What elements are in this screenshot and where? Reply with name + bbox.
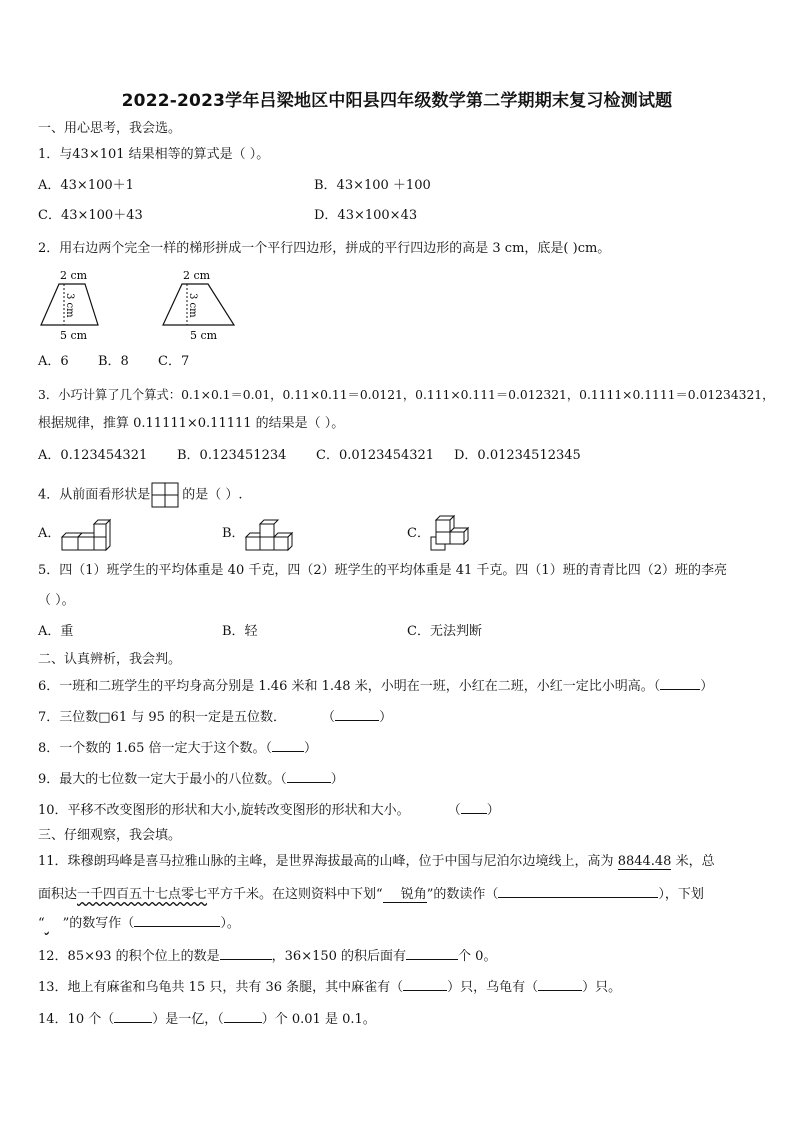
q8-answer-blank[interactable] [272,738,304,752]
q12-blank-2[interactable] [406,946,458,960]
q13-pre: 13．地上有麻雀和乌龟共 15 只，共有 36 条腿，其中麻雀有（ [38,980,404,995]
q6-line [38,676,713,696]
section-3-heading: 三、仔细观察，我会填。 [38,828,182,843]
q11-l3-pre: “ [38,916,45,931]
exam-title: 2022-2023学年吕梁地区中阳县四年级数学第二学期期末复习检测试题 [121,91,673,111]
q11-l2-end: ），下划 [658,887,704,902]
q1-option-b[interactable]: B．43×100 ＋100 [314,178,431,193]
q7-answer-blank[interactable] [335,707,379,721]
q4-option-a-label[interactable]: A． [38,526,61,541]
q1-option-d[interactable]: D．43×100×43 [314,208,418,223]
q4-option-c-label[interactable]: C． [407,526,430,541]
q4-option-a-cubes-icon[interactable] [60,515,112,553]
q6-text: 6．一班和二班学生的平均身高分别是 1.46 米和 1.48 米，小明在一班，小红在二班，小红一定比小明高。（ [38,679,661,694]
section-2-heading: 二、认真辨析，我会判。 [38,652,182,667]
q11-l2-quoted: 锐角 [383,887,427,903]
q3-option-d[interactable]: D．0.01234512345 [454,448,581,463]
q10-line [38,800,500,820]
fig1-bottom-label: 5 cm [60,329,88,342]
q14-post: ）个 0.01 是 0.1。 [261,1012,376,1027]
q9-line [38,769,344,789]
q11-line3 [38,913,240,933]
q13-blank-1[interactable] [403,977,447,991]
q6-close: ） [700,679,714,694]
q7-open: （ [322,710,336,725]
q5-option-a[interactable]: A．重 [38,624,74,639]
front-view-shape-icon [151,482,181,508]
q11-area-number: 一千四百五十七点零七 [77,887,208,902]
q1-stem: 1．与43×101 结果相等的算式是（ ）。 [38,147,270,162]
q11-l2-pre: 面积达 [38,887,78,902]
q1-option-c[interactable]: C．43×100＋43 [38,208,143,223]
q8-close: ） [303,741,317,756]
q11-l3-mid: ”的数写作（ [62,916,135,931]
fig2-top-label: 2 cm [183,269,211,282]
q5-option-b[interactable]: B．轻 [222,624,258,639]
q4-stem [38,482,243,508]
q3-stem-line1: 3．小巧计算了几个算式：0.1×0.1＝0.01，0.11×0.11＝0.0121，0.111×0.111＝0.012321，0.1111×0.1111＝0.01234321， [38,388,775,402]
q14-blank-1[interactable] [114,1009,152,1023]
q5-stem-line1: 5．四（1）班学生的平均体重是 40 千克，四（2）班学生的平均体重是 41 千克。四（1）班的青青比四（2）班的李亮 [38,563,727,578]
q11-line2 [38,884,704,904]
q7-text: 7．三位数□61 与 95 的积一定是五位数． [38,710,287,725]
q12-post: 个 0。 [458,949,497,964]
fig1-height-label: 3 cm [64,293,75,318]
q2-option-c[interactable]: C．7 [158,354,190,369]
q14-mid: ）是一亿，（ [152,1012,224,1027]
q4-stem-pre: 4．从前面看形状是 [38,487,151,503]
q13-mid: ）只，乌龟有（ [447,980,539,995]
q3-option-c[interactable]: C．0.0123454321 [316,448,435,463]
q11-l1-pre: 11．珠穆朗玛峰是喜马拉雅山脉的主峰，是世界海拔最高的山峰，位于中国与尼泊尔边境线上，高为 [38,854,618,869]
q7-line [38,707,392,727]
q9-answer-blank[interactable] [287,769,331,783]
q10-close: ） [486,803,500,818]
q7-close: ） [379,710,393,725]
q13-line [38,977,621,997]
q11-l2-post: ”的数读作（ [426,887,499,902]
q5-stem-line2: （ ）。 [38,593,75,608]
q14-blank-2[interactable] [224,1009,262,1023]
q11-line1 [38,853,715,871]
q12-blank-1[interactable] [220,946,272,960]
q8-text: 8．一个数的 1.65 倍一定大于这个数。（ [38,741,272,756]
q10-answer-blank[interactable] [461,800,487,814]
q12-line [38,946,496,966]
q10-text: 10．平移不改变图形的形状和大小,旋转改变图形的形状和大小。 [38,803,410,818]
q4-option-b-label[interactable]: B． [222,526,245,541]
q4-option-c-cubes-icon[interactable] [428,511,474,553]
q11-l3-end: ）。 [220,916,240,931]
q8-line [38,738,317,758]
q11-height-number: 8844.48 [617,854,672,869]
fig2-bottom-label: 5 cm [190,329,218,342]
q11-write-blank[interactable] [134,913,220,927]
q2-option-a[interactable]: A．6 [38,354,69,369]
fig1-top-label: 2 cm [60,269,88,282]
q1-option-a[interactable]: A．43×100＋1 [38,178,134,193]
q4-stem-post: 的是（ ）. [182,487,243,503]
q11-l1-post: 米，总 [671,854,715,869]
trapezoid-figure-2 [156,264,246,342]
q3-option-b[interactable]: B．0.123451234 [177,448,287,463]
q11-l2-mid: 平方千米。在这则资料中下划“ [207,887,383,902]
q13-post: ）只。 [582,980,622,995]
q5-option-c[interactable]: C．无法判断 [407,624,482,639]
q14-line [38,1009,376,1029]
fig2-height-label: 3 cm [187,293,198,318]
section-1-heading: 一、用心思考，我会选。 [38,121,182,136]
q3-option-a[interactable]: A．0.123454321 [38,448,148,463]
trapezoid-figure-1 [34,264,124,342]
q9-close: ） [330,772,344,787]
q11-read-blank[interactable] [498,884,658,898]
q9-text: 9．最大的七位数一定大于最小的八位数。（ [38,772,287,787]
q12-mid: ，36×150 的积后面有 [271,949,407,964]
q2-option-b[interactable]: B．8 [98,354,129,369]
q14-pre: 14．10 个（ [38,1012,115,1027]
q4-option-b-cubes-icon[interactable] [244,515,296,553]
q6-answer-blank[interactable] [660,676,700,690]
q10-open: （ [447,803,461,818]
q12-pre: 12．85×93 的积个位上的数是 [38,949,220,964]
q13-blank-2[interactable] [538,977,582,991]
q3-stem-line2: 根据规律，推算 0.11111×0.11111 的结果是（ ）。 [38,416,345,431]
q2-stem: 2．用右边两个完全一样的梯形拼成一个平行四边形，拼成的平行四边形的高是 3 cm，底是( )cm。 [38,241,611,256]
